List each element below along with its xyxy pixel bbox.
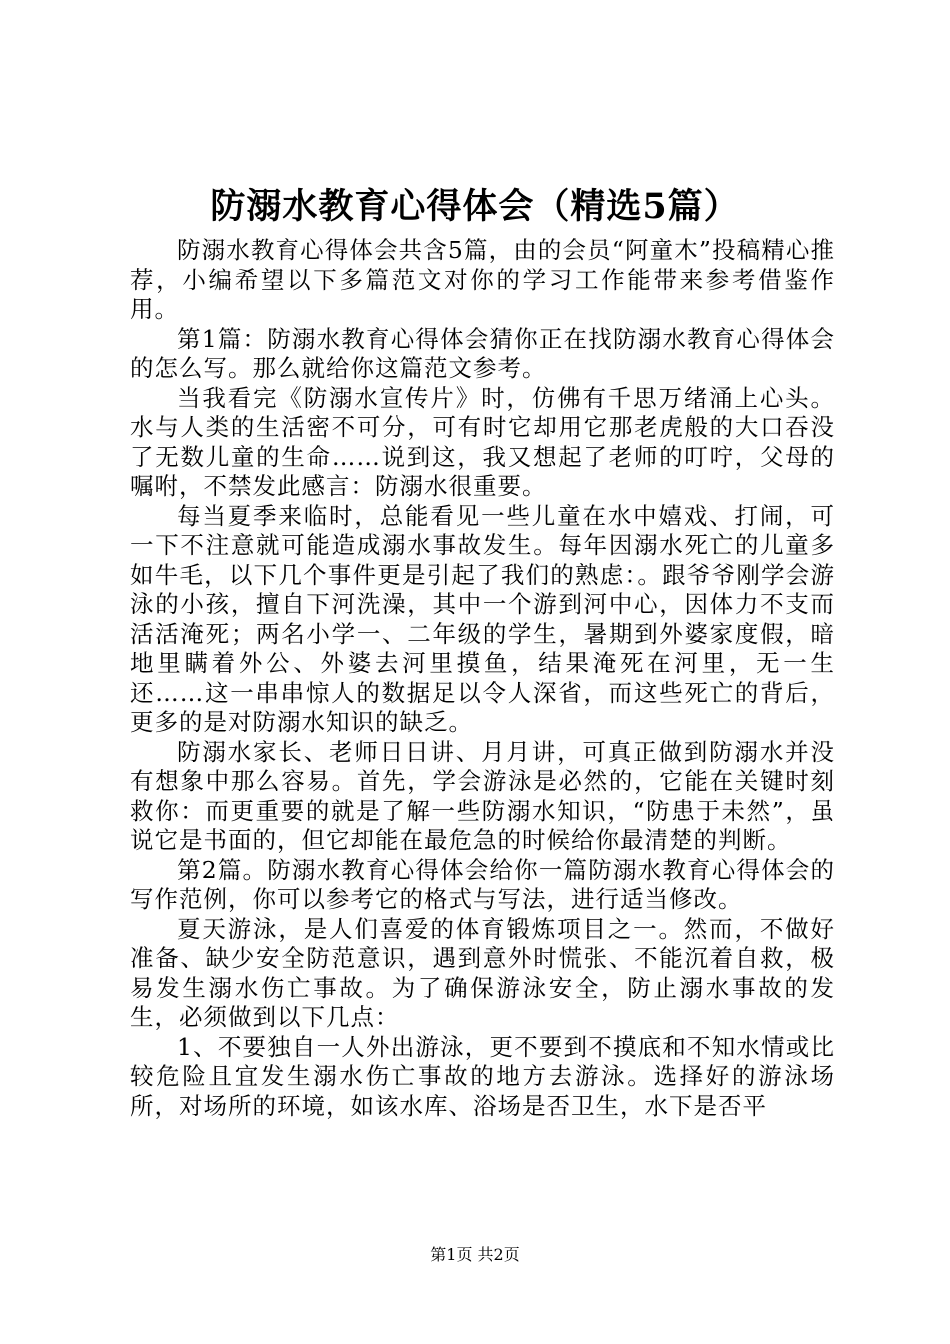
page-number-footer: 第1页 共2页 (430, 1245, 520, 1264)
paragraph: 每当夏季来临时，总能看见一些儿童在水中嬉戏、打闹，可一下不注意就可能造成溺水事故发生。每年因溺水死亡的儿童多如牛毛，以下几个事件更是引起了我们的熟虑：。跟爷爷刚学会游泳的小孩，擅自下河洗澡，其中一个游到河中心，因体力不支而活活淹死；两名小学一、二年级的学生，暑期到外婆家度假，暗地里瞒着外公、外婆去河里摸鱼，结果淹死在河里，无一生还……这一串串惊人的数据足以令人深省，而这些死亡的背后，更多的是对防溺水知识的缺乏。 (130, 501, 835, 736)
paragraph: 当我看完《防溺水宣传片》时，仿佛有千思万绪涌上心头。水与人类的生活密不可分，可有时它却用它那老虎般的大口吞没了无数儿童的生命……说到这，我又想起了老师的叮咛，父母的嘱咐，不禁发此感言：防溺水很重要。 (130, 383, 835, 500)
document-title: 防溺水教育心得体会（精选5篇） (210, 186, 740, 227)
document-body (130, 236, 835, 1121)
paragraph-intro: 防溺水教育心得体会共含5篇，由的会员“阿童木”投稿精心推荐，小编希望以下多篇范文对你的学习工作能带来参考借鉴作用。 (130, 236, 835, 323)
paragraph-part2-heading: 第2篇。防溺水教育心得体会给你一篇防溺水教育心得体会的写作范例，你可以参考它的格式与写法，进行适当修改。 (130, 855, 835, 913)
paragraph-part1-heading: 第1篇：防溺水教育心得体会猜你正在找防溺水教育心得体会的怎么写。那么就给你这篇范文参考。 (130, 324, 835, 382)
paragraph: 防溺水家长、老师日日讲、月月讲，可真正做到防溺水并没有想象中那么容易。首先，学会游泳是必然的，它能在关键时刻救你：而更重要的就是了解一些防溺水知识，“防患于未然”，虽说它是书面的，但它却能在最危急的时候给你最清楚的判断。 (130, 737, 835, 854)
paragraph: 夏天游泳，是人们喜爱的体育锻炼项目之一。然而，不做好准备、缺少安全防范意识，遇到意外时慌张、不能沉着自救，极易发生溺水伤亡事故。为了确保游泳安全，防止溺水事故的发生，必须做到以下几点： (130, 914, 835, 1031)
paragraph-list-item: 1、不要独自一人外出游泳，更不要到不摸底和不知水情或比较危险且宜发生溺水伤亡事故的地方去游泳。选择好的游泳场所，对场所的环境，如该水库、浴场是否卫生，水下是否平 (130, 1032, 835, 1120)
